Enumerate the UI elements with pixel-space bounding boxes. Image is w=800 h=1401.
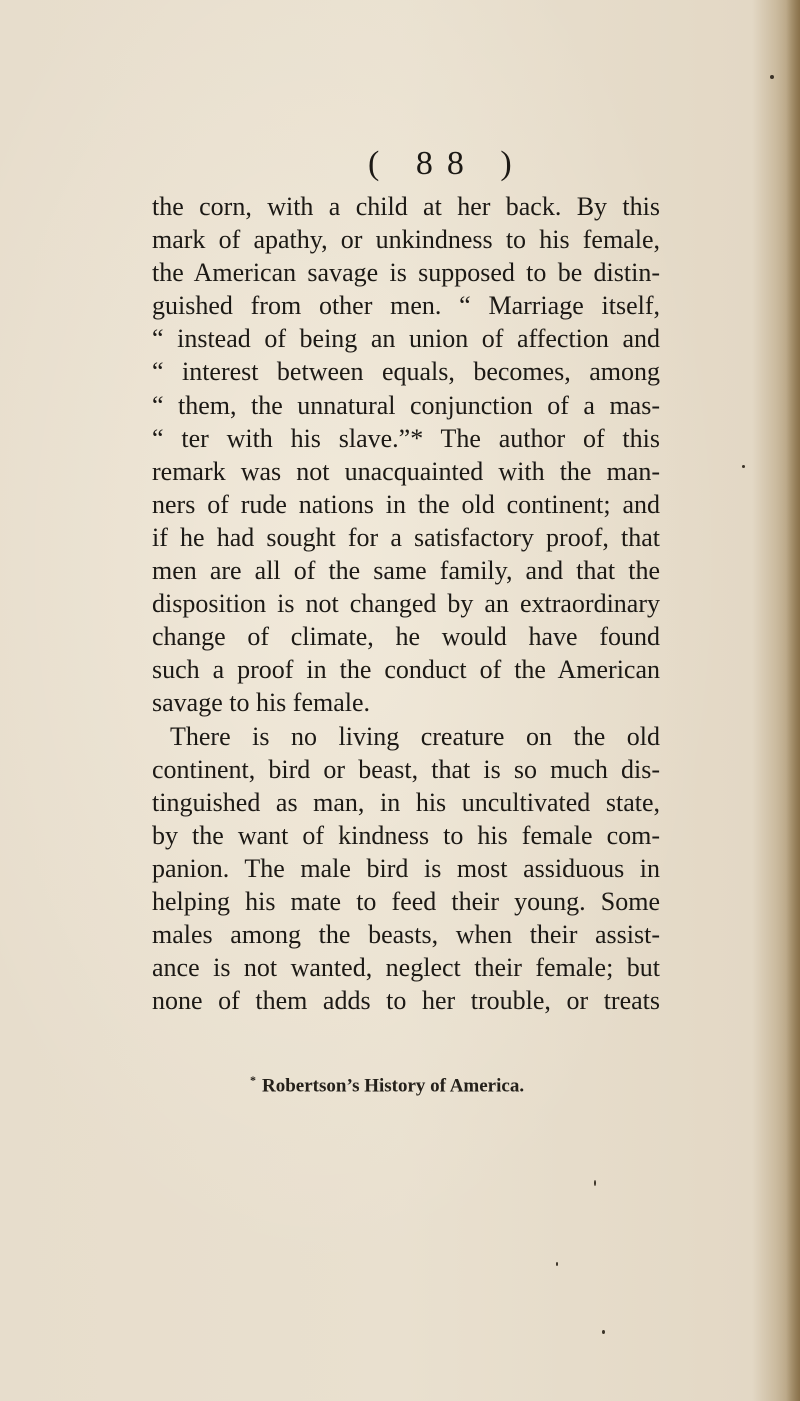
footnote-marker: * <box>250 1073 256 1087</box>
text-line: tinguished as man, in his uncultivated state, <box>152 787 660 817</box>
ink-speck <box>742 465 745 468</box>
text-line: “ instead of being an union of affection and <box>152 324 660 354</box>
text-line: such a proof in the conduct of the American <box>152 655 660 685</box>
text-line: men are all of the same family, and that the <box>152 556 660 586</box>
text-line: change of climate, he would have found <box>152 622 660 652</box>
text-line: “ interest between equals, becomes, among <box>152 357 660 387</box>
text-line: by the want of kindness to his female com- <box>152 820 660 850</box>
text-line: “ ter with his slave.”* The author of this <box>152 423 660 453</box>
text-line: guished from other men. “ Marriage itself, <box>152 291 660 321</box>
text-line: There is no living creature on the old <box>170 721 660 751</box>
text-line: continent, bird or beast, that is so much dis- <box>152 754 660 784</box>
text-line: remark was not unacquainted with the man- <box>152 456 660 486</box>
text-line: mark of apathy, or unkindness to his female, <box>152 225 660 255</box>
ink-speck <box>602 1330 605 1334</box>
text-line: the American savage is supposed to be distin- <box>152 258 660 288</box>
page-number: ( 88 ) <box>368 145 526 182</box>
body-text <box>152 190 660 1017</box>
page-edge-shadow <box>786 0 800 1401</box>
text-line: “ them, the unnatural conjunction of a mas- <box>152 390 660 420</box>
ink-speck <box>770 75 774 79</box>
footnote <box>250 1073 524 1097</box>
text-line: savage to his female. <box>152 688 371 718</box>
text-line: males among the beasts, when their assist- <box>152 920 660 950</box>
text-line: none of them adds to her trouble, or treats <box>152 986 660 1016</box>
text-line: the corn, with a child at her back. By this <box>152 192 660 221</box>
text-line: ance is not wanted, neglect their female; but <box>152 953 660 983</box>
footnote-text: Robertson’s History of America. <box>262 1075 525 1097</box>
ink-speck <box>556 1262 558 1266</box>
text-line: if he had sought for a satisfactory proof, that <box>152 522 660 552</box>
text-line: disposition is not changed by an extraordinary <box>152 589 660 619</box>
text-line: helping his mate to feed their young. Some <box>152 886 660 916</box>
text-line: ners of rude nations in the old continent; and <box>152 489 660 519</box>
ink-speck <box>594 1180 596 1186</box>
text-line: panion. The male bird is most assiduous in <box>152 853 660 883</box>
